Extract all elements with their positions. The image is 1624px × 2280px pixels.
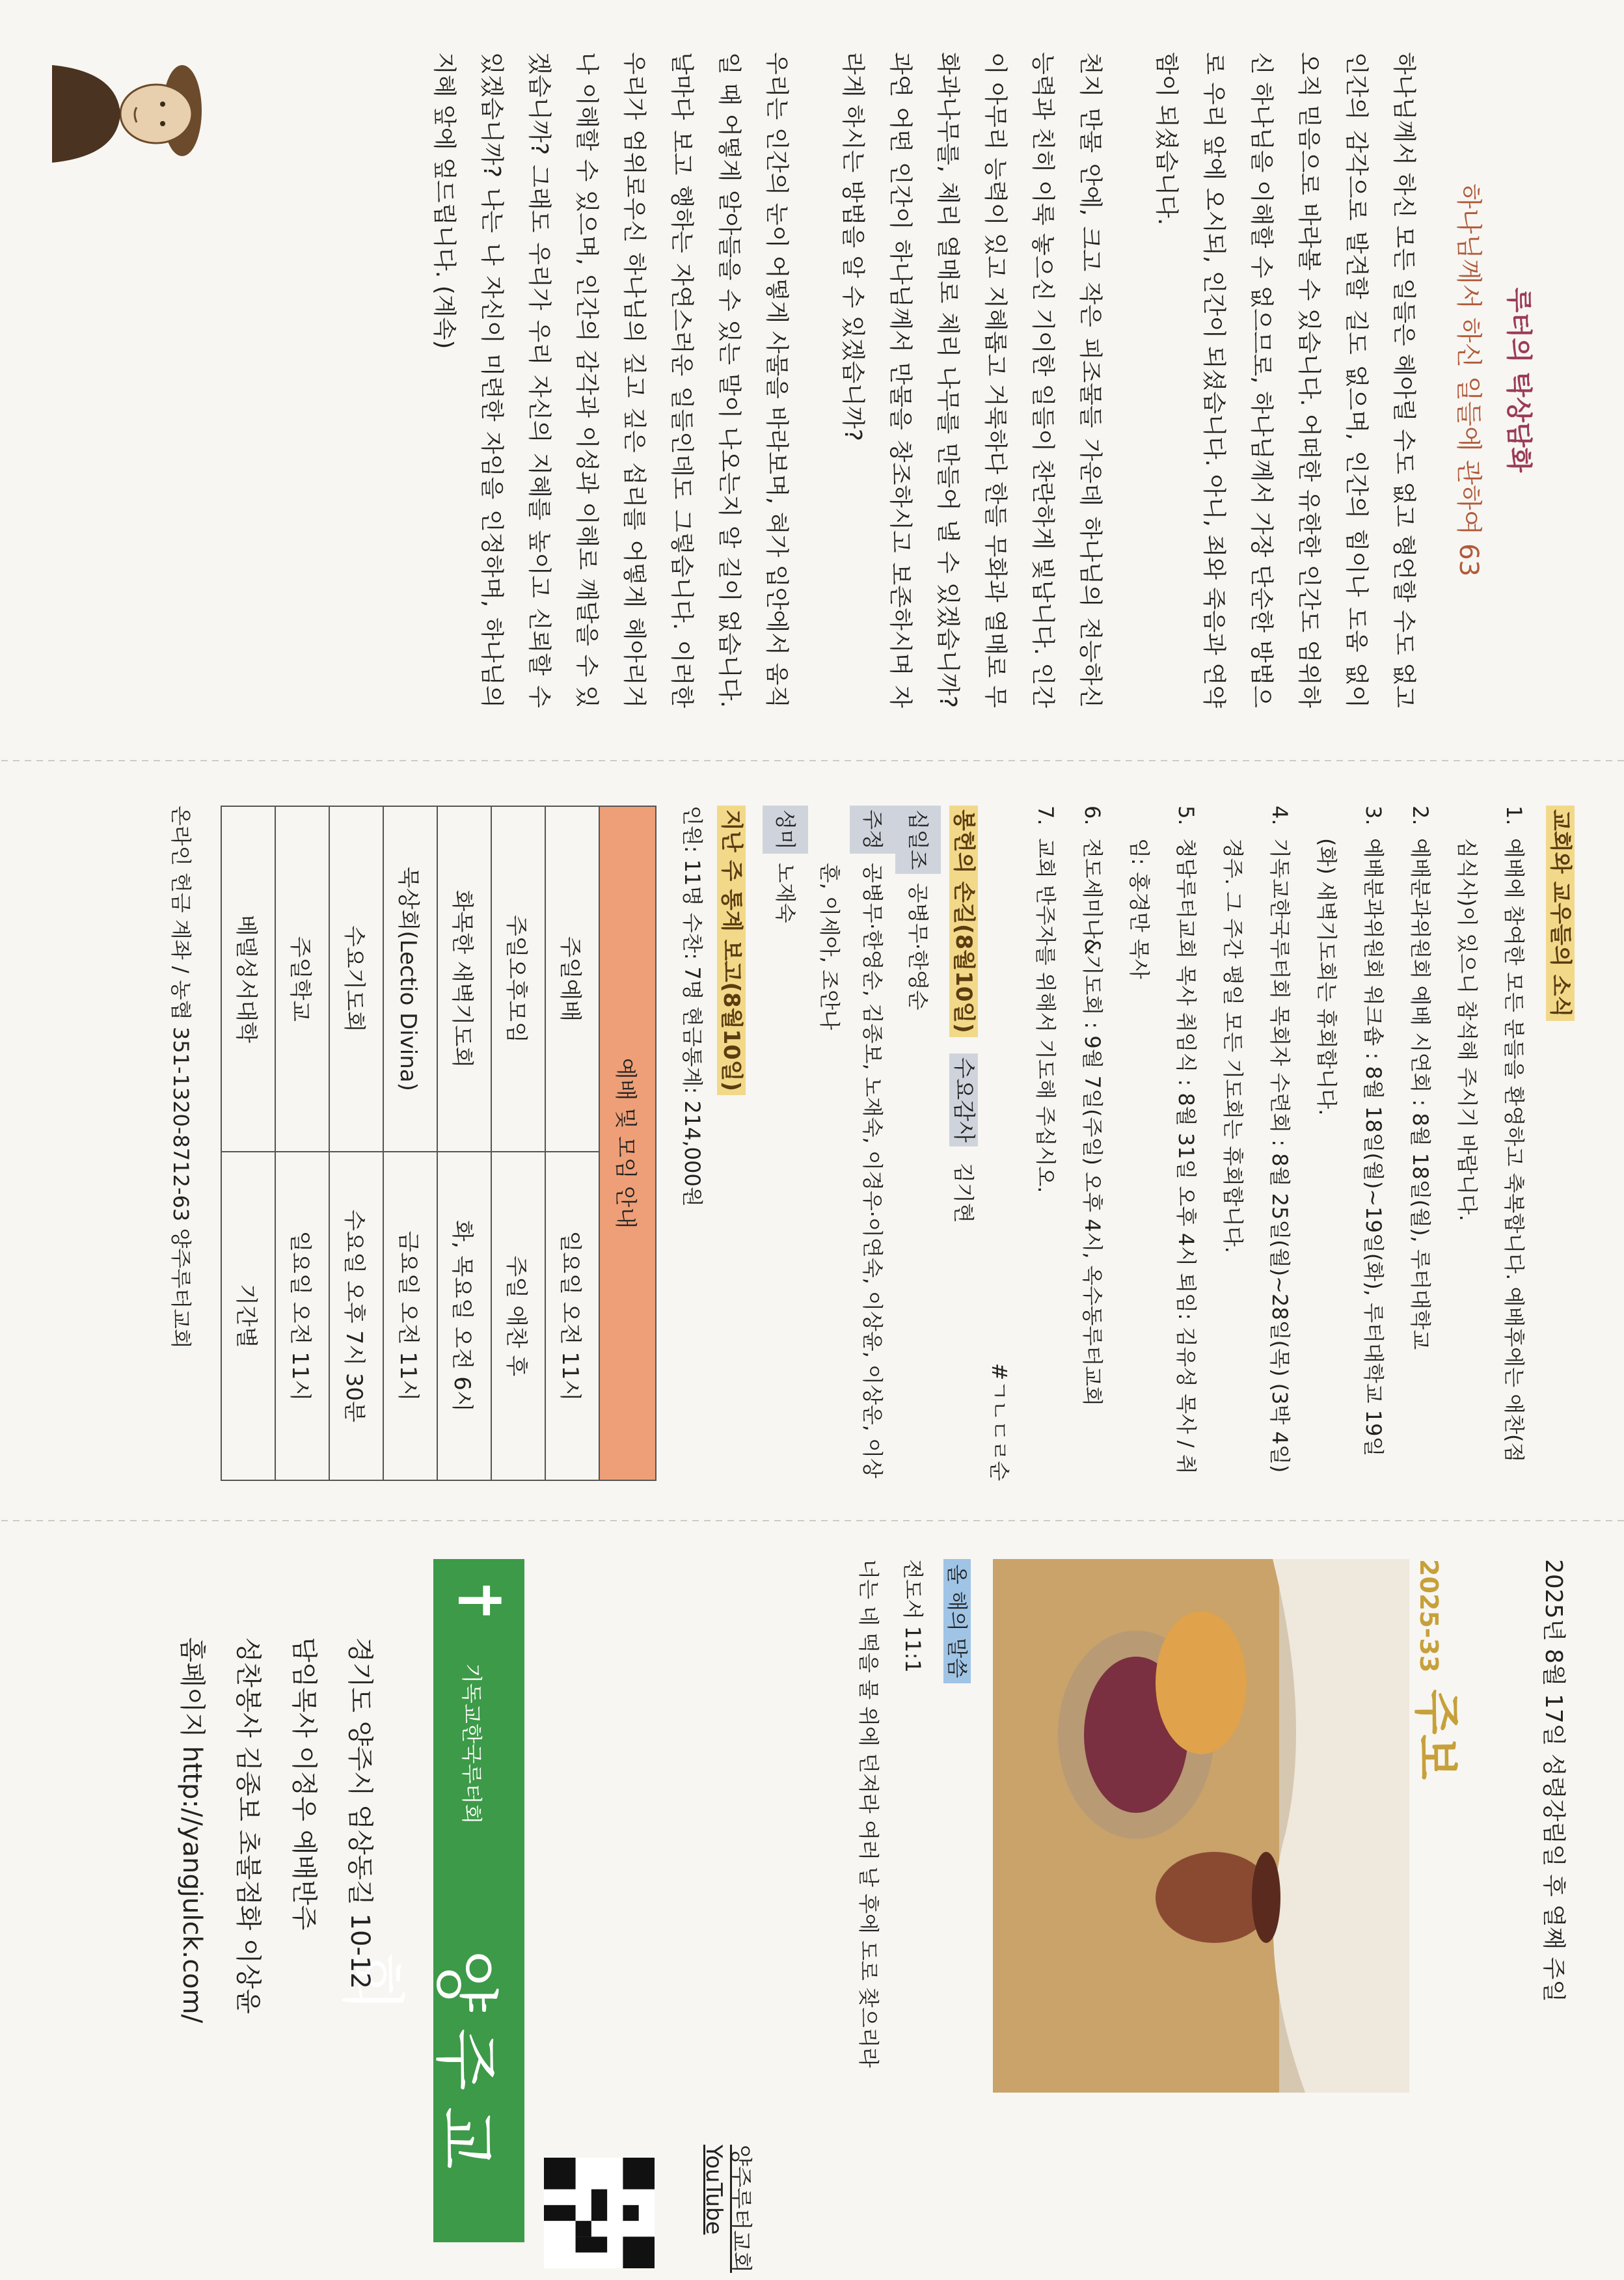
table-row: 화목한 새벽기도회 화, 목요일 오전 6시 bbox=[437, 806, 491, 1480]
news-title: 교회와 교우들의 소식 bbox=[1546, 806, 1575, 1021]
table-row: 베델성서대학 기간별 bbox=[221, 806, 275, 1480]
essay-paragraph: 천지 만물 안에, 크고 작은 피조물들 가운데 하나님의 전능하신 능력과 친히 이룩 놓으신 기이한 일들이 찬란하게 빛납니다. 인간이 아무리 능력이 있고 지혜롭고 거룩하다 한들 무화과 열매로 무화과나무를, 체리 열매로 체리 나무를 만들어 낼 수 있겠습니까? 과연 어떤 인간이 하나님께서 만물을 창조하시고 보존하시며 자라게 하시는 방법을 알 수 있겠습니까? bbox=[839, 52, 1103, 708]
schedule-table bbox=[221, 806, 656, 1481]
verse-text: 너는 네 떡을 물 위에 던져라 여러 날 후에 도로 찾으리라 bbox=[856, 1559, 881, 2068]
cross-icon: ✝ bbox=[444, 1576, 513, 1625]
list-item: 7. 교회 반주자를 위해서 기도해 주십시오. bbox=[1033, 806, 1058, 1193]
homepage-link[interactable]: 홈페이지 http://yangjulck.com/ bbox=[177, 1637, 207, 2024]
cover-panel bbox=[0, 1520, 1624, 2280]
pastor-line: 담임목사 이정우 예배반주 bbox=[289, 1637, 319, 1931]
issue-number: 2025-33 bbox=[1414, 1559, 1443, 1673]
issue-title: 주보 bbox=[1409, 1689, 1464, 1780]
youtube-link[interactable]: 양주루터교회 YouTube bbox=[701, 2145, 753, 2273]
luther-portrait-icon bbox=[52, 52, 228, 169]
list-item: 6. 전도세미나&기도회 : 9월 7일(주일) 오후 4시, 옥수동루터교회 bbox=[1080, 806, 1105, 1407]
table-row: 묵상회(Lectio Divina) 금요일 오전 11시 bbox=[383, 806, 437, 1480]
verse-label: 올 해의 말씀 bbox=[943, 1559, 971, 1683]
hashtag-note: #ㄱㄴㄷㄹ순 bbox=[987, 1363, 1012, 1481]
verse-reference: 전도서 11:1 bbox=[900, 1559, 925, 1673]
church-info bbox=[164, 1637, 388, 2023]
list-item: 4. 기독교한국루터회 목회자 수련회 : 8월 25일(월)~28일(목) (3박 4일) 경주. 그 주간 평일 모든 기도회는 휴회합니다. bbox=[1221, 806, 1292, 1473]
address: 경기도 양주시 엄상동길 10-12 bbox=[345, 1637, 375, 1989]
schedule-header: 예배 및 모임 안내 bbox=[599, 806, 656, 1480]
wednesday-tag: 수요감사 bbox=[949, 1053, 978, 1147]
brand-church-name: 양주교회 bbox=[334, 1949, 504, 2185]
table-row: 주일오후모임 주일 애찬 후 bbox=[491, 806, 545, 1480]
essay-title: 루터의 탁상담화 bbox=[1504, 287, 1534, 473]
list-item: 5. 청담루터교회 목사 취임식 : 8월 31일 오후 4시 퇴임: 김유성 목사 / 취임: 홍경만 목사 bbox=[1127, 806, 1198, 1474]
list-item: 2. 예배분과위원회 예배 시연회 : 8월 18일(월), 루터대학교 bbox=[1408, 806, 1433, 1350]
service-date: 2025년 8월 17일 성령강림일 후 열째 주일 bbox=[1540, 1559, 1567, 2003]
essay-panel bbox=[0, 0, 1624, 760]
service-roles: 성찬봉사 김종보 초불점화 이상윤 bbox=[233, 1637, 263, 2015]
offering-row: 십일조 공병무·한영순 bbox=[895, 806, 941, 1481]
verse-block bbox=[855, 1559, 973, 2210]
offering-account: 온라인 헌금 계좌 / 농협 351-1320-8712-63 양주루터교회 bbox=[169, 806, 193, 1349]
cover-photo bbox=[993, 1559, 1409, 2093]
qr-code-icon[interactable] bbox=[544, 2158, 655, 2268]
table-row: 수요기도회 수요일 오후 7시 30분 bbox=[329, 806, 383, 1480]
news-panel bbox=[0, 760, 1624, 1520]
list-item: 1. 예배에 참여한 모든 분들을 환영하고 축복합니다. 예배후에는 애찬(점심식사)이 있으니 참석해 주시기 바랍니다. bbox=[1455, 806, 1526, 1463]
stats-title: 지난 주 통계 보고(8월10일) bbox=[717, 806, 746, 1095]
wednesday-name: 김기현 bbox=[951, 1162, 976, 1223]
list-item: 3. 예배분과위원회 워크숍 : 8월 18일(월)~19일(화), 루터대학교 19일(화) 새벽기도회는 휴회합니다. bbox=[1314, 806, 1386, 1457]
essay-paragraph: 우리는 인간의 눈이 어떻게 사물을 바라보며, 혀가 입안에서 움직일 때 어떻게 알아들을 수 있는 말이 나오는지 알 길이 없습니다. 날마다 보고 행하는 자연스러운 일들인데도 그렇습니다. 이러한 우리가 엄위로우신 하나님의 깊고 깊은 섭리를 어떻게 헤아리거나 이해할 수 있으며, 인간의 감각과 이성과 이해로 깨달을 수 있겠습니까? 그래도 우리가 우리 자신의 지혜를 높이고 신뢰할 수 있겠습니까? 나는 나 자신이 미련한 자임을 인정하며, 하나님의 지혜 앞에 엎드립니다. (계속) bbox=[431, 52, 790, 708]
brand-denomination: 기독교한국루터회 bbox=[459, 1663, 484, 1825]
essay-paragraph: 하나님께서 하신 모든 일들은 헤아릴 수도 없고 형언할 수도 없고 인간의 감각으로 발견할 길도 없으며, 인간의 힘이나 도움 없이 오직 믿음으로 바라볼 수 있습니다. 어떠한 유한한 인간도 엄위하신 하나님을 이해할 수 없으므로, 하나님께서 가장 단순한 방법으로 우리 앞에 오시되, 인간이 되셨습니다. 아니, 죄와 죽음과 연약함이 되셨습니다. bbox=[1153, 52, 1417, 708]
table-row: 주일예배 일요일 오전 11시 bbox=[545, 806, 599, 1480]
essay-subtitle: 하나님께서 하신 일들에 관하여 63 bbox=[1454, 183, 1483, 577]
offering-row: 성미 노재숙 bbox=[763, 806, 808, 1481]
offering-title: 봉헌의 손길(8월10일) bbox=[949, 806, 978, 1037]
issue-heading bbox=[1407, 1559, 1474, 1780]
offering-row: 주정 공병무·한영순, 김종보, 노재숙, 이경우·이연숙, 이상윤, 이상운, 이상훈, 이세아, 조안나 bbox=[808, 806, 895, 1481]
news-list bbox=[1022, 806, 1537, 1481]
stats-text: 인원: 11명 수찬: 7명 현금통계: 214,000원 bbox=[680, 806, 705, 1207]
table-row: 주일학교 일요일 오전 11시 bbox=[275, 806, 329, 1480]
